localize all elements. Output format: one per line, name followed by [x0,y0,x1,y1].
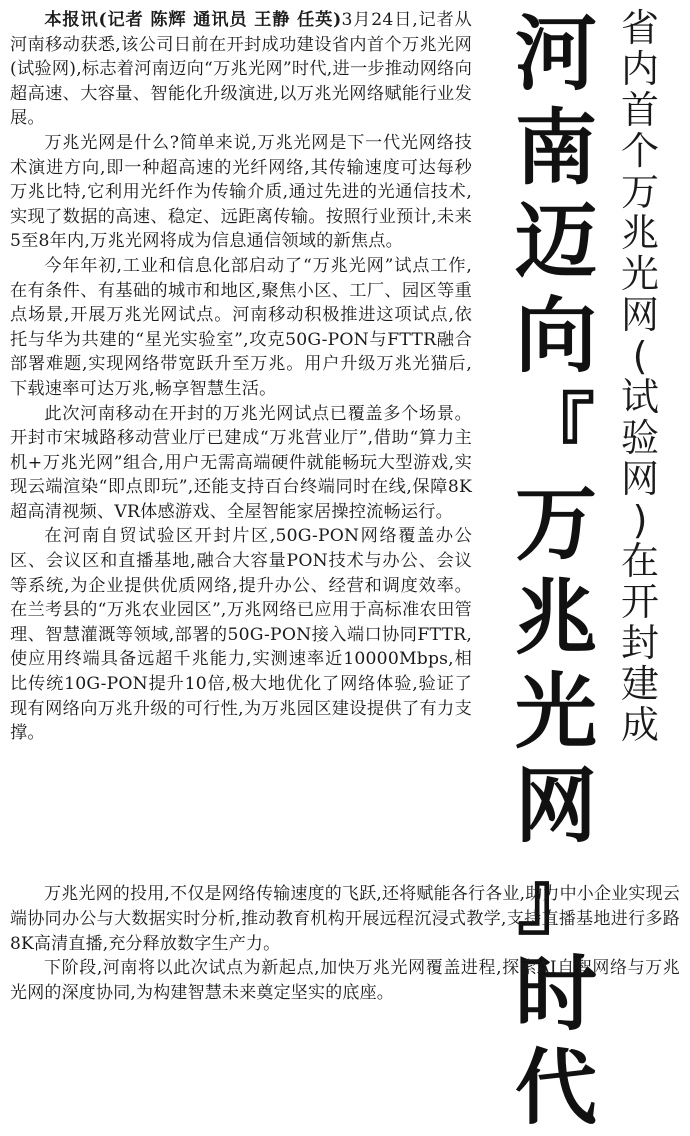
subheadline-char: 封 [620,621,659,665]
byline: 本报讯(记者 陈辉 通讯员 王静 任英) [44,10,342,30]
subheadline-char: 首 [620,88,659,132]
subheadline-char: 开 [620,580,659,624]
paragraph-2: 万兆光网是什么?简单来说,万兆光网是下一代光网络技术演进方向,即一种超高速的光纤网络,其传输速度可达每秒万兆比特,它利用光纤作为传输介质,通过先进的光通信技术,实现了数据的高速、稳定、远距离传输。按照行业预计,未来5至8年内,万兆光网将成为信息通信领域的新焦点。 [10,132,472,252]
headline-char: 迈 [514,195,597,290]
paragraph-1-text: 3月24日,记者从河南移动获悉,该公司日前在开封成功建设省内首个万兆光网(试验网),标志着河南迈向“万兆光网”时代,进一步推动网络向超高速、大容量、智能化升级演进,以万兆光网络赋能行业发展。 [10,10,472,129]
headline-char: 』 [516,856,595,946]
paragraph-1 [10,8,472,131]
headline-char: 万 [514,477,597,572]
paragraph-7: 下阶段,河南将以此次试点为新起点,加快万兆光网覆盖进程,探索AI自智网络与万兆光网的深度协同,为构建智慧未来奠定坚实的底座。 [10,958,680,1004]
subheadline-char: 建 [620,662,659,706]
subheadline-char: 个 [620,129,659,173]
subheadline-char: 在 [620,539,659,583]
paragraph-4: 此次河南移动在开封的万兆光网试点已覆盖多个场景。开封市宋城路移动营业厅已建成“万兆营业厅”,借助“算力主机+万兆光网”组合,用户无需高端硬件就能畅玩大型游戏,实现云端渲染“即点即玩”,还能支持百台终端同时在线,保障8K超高清视频、VR体感游戏、全屋智能家居操控流畅运行。 [10,403,472,522]
subheadline-char: 万 [620,170,659,214]
subheadline-char: 网 [620,293,659,337]
sub-headline [608,6,672,747]
subheadline-char: ) [632,498,648,542]
subheadline-char: 验 [620,416,659,460]
subheadline-char: 成 [620,703,659,747]
headline-char: 时 [514,947,597,1042]
subheadline-char: 省 [620,6,659,50]
headline-char: 南 [514,101,597,196]
subheadline-char: 网 [620,457,659,501]
paragraph-3: 今年年初,工业和信息化部启动了“万兆光网”试点工作,在有条件、有基础的城市和地区,聚焦小区、工厂、园区等重点场景,开展万兆光网试点。河南移动积极推进这项试点,依托与华为共建的“星光实验室”,攻克50G-PON与FTTR融合部署难题,实现网络带宽跃升至万兆。用户升级万兆光猫后,下载速率可达万兆,畅享智慧生活。 [10,255,472,399]
headline-char: 光 [514,665,597,760]
main-headline [508,7,604,1136]
subheadline-char: 内 [620,47,659,91]
paragraph-6: 万兆光网的投用,不仅是网络传输速度的飞跃,还将赋能各行各业,助力中小企业实现云端协同办公与大数据实时分析,推动教育机构开展远程沉浸式教学,支持直播基地进行多路8K高清直播,充分释放数字生产力。 [10,884,681,954]
subheadline-char: 试 [620,375,659,419]
subheadline-char: 兆 [620,211,659,255]
subheadline-char: 光 [620,252,659,296]
headline-char: 河 [514,7,597,102]
headline-char: 网 [514,759,597,854]
paragraph-5: 在河南自贸试验区开封片区,50G-PON网络覆盖办公区、会议区和直播基地,融合大容量PON技术与办公、会议等系统,为企业提供优质网络,提升办公、经营和调度效率。在兰考县的“万兆农业园区”,万兆网络已应用于高标准农田管理、智慧灌溉等领域,部署的50G-PON接入端口协同FTTR,使应用终端具备远超千兆能力,实测速率近10000Mbps,相比传统10G-PON提升10倍,极大地优化了网络体验,验证了现有网络向万兆升级的可行性,为万兆园区建设提供了有力支撑。 [10,526,472,744]
body-column-narrow [10,8,472,746]
headline-char: 『 [516,386,595,476]
headline-char: 代 [514,1041,597,1136]
headline-char: 兆 [514,571,597,666]
body-column-wide [10,882,680,1006]
subheadline-char: ( [632,334,648,378]
headline-char: 向 [514,289,597,384]
